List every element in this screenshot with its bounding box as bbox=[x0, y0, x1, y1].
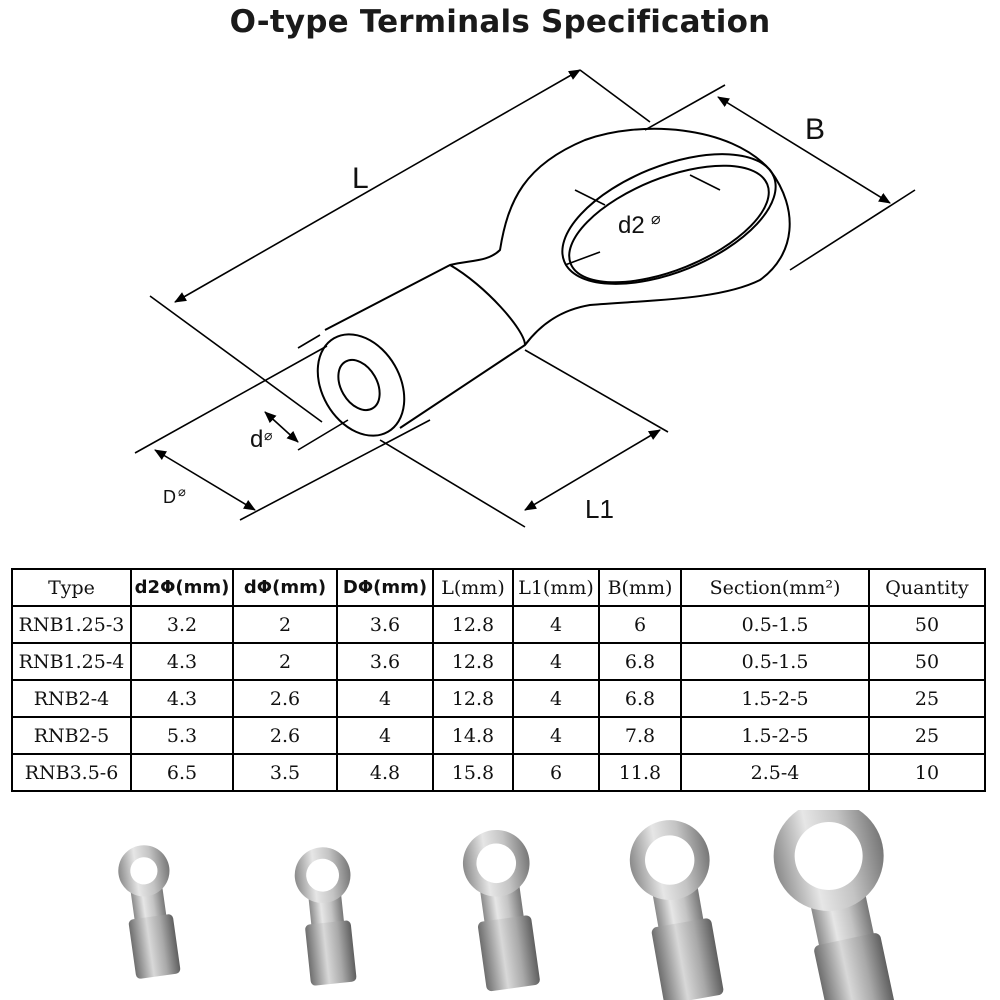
cell-L1: 4 bbox=[513, 680, 599, 717]
cell-quantity: 50 bbox=[869, 643, 985, 680]
header-type: Type bbox=[12, 569, 131, 606]
cell-B: 6.8 bbox=[599, 680, 681, 717]
table-row bbox=[12, 643, 985, 680]
cell-d: 2 bbox=[233, 606, 337, 643]
terminal-photo bbox=[763, 810, 917, 1000]
cell-d: 2 bbox=[233, 643, 337, 680]
cell-L: 15.8 bbox=[433, 754, 513, 791]
dimension-label-d2: d2 bbox=[618, 212, 645, 239]
cell-d2: 6.5 bbox=[131, 754, 233, 791]
cell-D: 4 bbox=[337, 717, 433, 754]
cell-B: 7.8 bbox=[599, 717, 681, 754]
cell-L1: 4 bbox=[513, 717, 599, 754]
terminal-outline bbox=[300, 128, 793, 452]
cell-L: 12.8 bbox=[433, 643, 513, 680]
terminal-photo bbox=[623, 814, 733, 1000]
terminal-photo bbox=[459, 826, 547, 993]
diameter-symbol-D: ⌀ bbox=[178, 484, 186, 499]
cell-d2: 5.3 bbox=[131, 717, 233, 754]
terminal-dimension-diagram bbox=[0, 50, 1000, 550]
cell-d2: 3.2 bbox=[131, 606, 233, 643]
cell-d: 3.5 bbox=[233, 754, 337, 791]
cell-type: RNB1.25-4 bbox=[12, 643, 131, 680]
terminal-photos bbox=[0, 810, 1000, 1000]
dimension-label-d: d bbox=[250, 426, 264, 453]
header-d2: d2Φ(mm) bbox=[131, 569, 233, 606]
cell-D: 4.8 bbox=[337, 754, 433, 791]
cell-type: RNB2-4 bbox=[12, 680, 131, 717]
cell-L1: 4 bbox=[513, 643, 599, 680]
terminal-photo bbox=[115, 842, 184, 980]
cell-quantity: 25 bbox=[869, 717, 985, 754]
dimension-label-L: L bbox=[352, 162, 369, 195]
page-title: O-type Terminals Specification bbox=[229, 4, 771, 40]
header-L: L(mm) bbox=[433, 569, 513, 606]
cell-D: 4 bbox=[337, 680, 433, 717]
header-L1: L1(mm) bbox=[513, 569, 599, 606]
cell-D: 3.6 bbox=[337, 606, 433, 643]
cell-L: 12.8 bbox=[433, 606, 513, 643]
dimension-label-B: B bbox=[805, 113, 826, 146]
header-d: dΦ(mm) bbox=[233, 569, 337, 606]
header-section: Section(mm²) bbox=[681, 569, 869, 606]
cell-B: 6.8 bbox=[599, 643, 681, 680]
cell-B: 11.8 bbox=[599, 754, 681, 791]
cell-quantity: 25 bbox=[869, 680, 985, 717]
cell-type: RNB3.5-6 bbox=[12, 754, 131, 791]
cell-B: 6 bbox=[599, 606, 681, 643]
cell-L1: 6 bbox=[513, 754, 599, 791]
cell-section: 0.5-1.5 bbox=[681, 606, 869, 643]
table-row bbox=[12, 754, 985, 791]
table-row bbox=[12, 717, 985, 754]
cell-section: 1.5-2-5 bbox=[681, 680, 869, 717]
table-row bbox=[12, 606, 985, 643]
header-quantity: Quantity bbox=[869, 569, 985, 606]
table-header-row bbox=[12, 569, 985, 606]
diameter-symbol-d2: ⌀ bbox=[651, 211, 661, 228]
header-D: DΦ(mm) bbox=[337, 569, 433, 606]
cell-quantity: 10 bbox=[869, 754, 985, 791]
cell-quantity: 50 bbox=[869, 606, 985, 643]
cell-type: RNB2-5 bbox=[12, 717, 131, 754]
cell-d: 2.6 bbox=[233, 680, 337, 717]
cell-d2: 4.3 bbox=[131, 643, 233, 680]
cell-d2: 4.3 bbox=[131, 680, 233, 717]
diameter-symbol-d: ⌀ bbox=[264, 427, 273, 443]
cell-L: 12.8 bbox=[433, 680, 513, 717]
cell-type: RNB1.25-3 bbox=[12, 606, 131, 643]
cell-D: 3.6 bbox=[337, 643, 433, 680]
cell-section: 2.5-4 bbox=[681, 754, 869, 791]
cell-L1: 4 bbox=[513, 606, 599, 643]
dimension-lines bbox=[135, 70, 915, 527]
dimension-label-L1: L1 bbox=[585, 494, 614, 524]
dimension-label-D: D bbox=[163, 487, 176, 507]
spec-table bbox=[11, 568, 986, 792]
table-row bbox=[12, 680, 985, 717]
cell-section: 0.5-1.5 bbox=[681, 643, 869, 680]
cell-section: 1.5-2-5 bbox=[681, 717, 869, 754]
header-B: B(mm) bbox=[599, 569, 681, 606]
cell-L: 14.8 bbox=[433, 717, 513, 754]
terminal-photo bbox=[292, 845, 362, 987]
cell-d: 2.6 bbox=[233, 717, 337, 754]
